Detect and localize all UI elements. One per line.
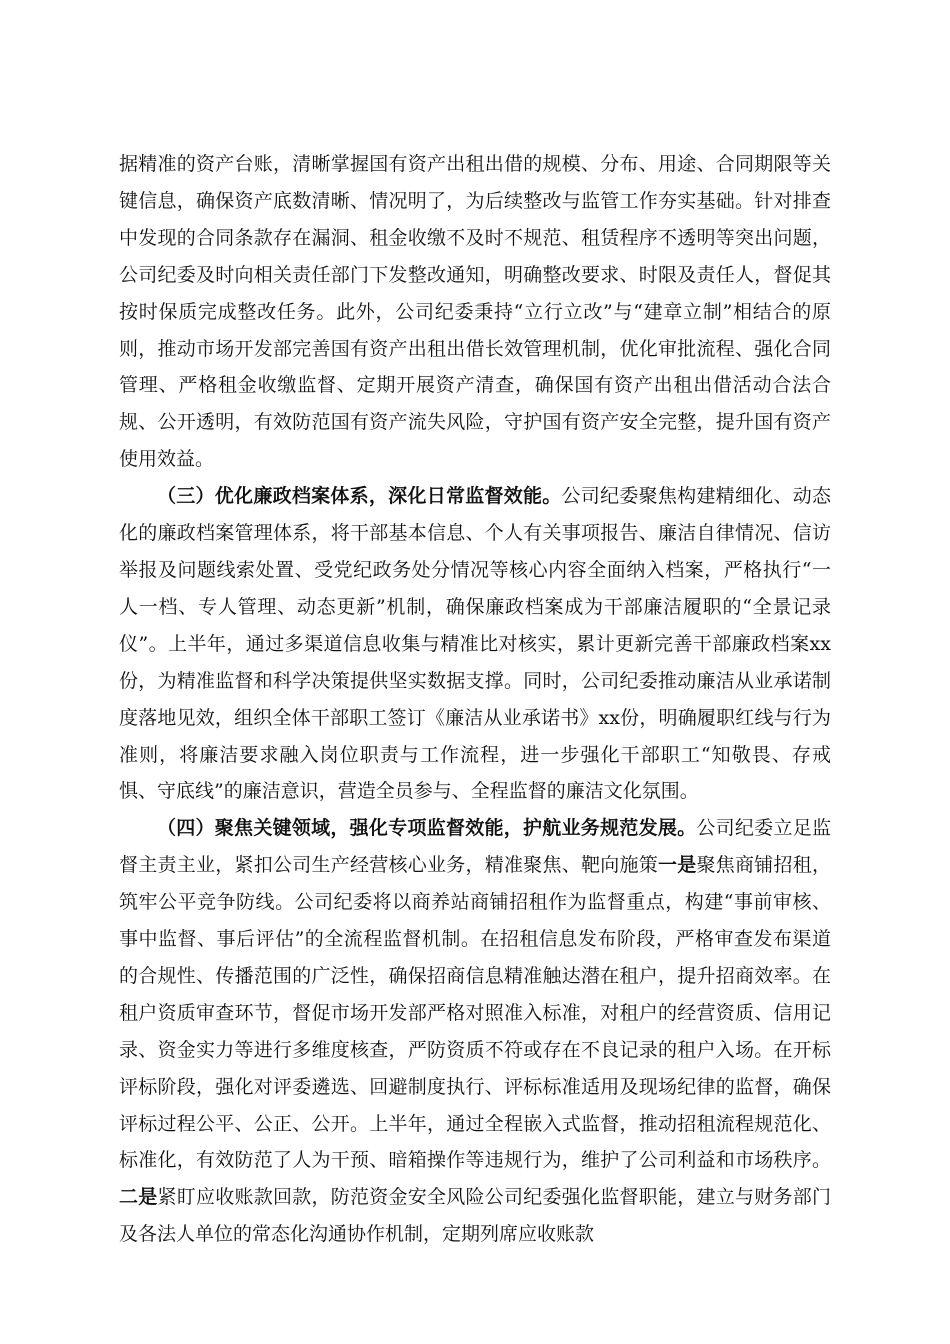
section-heading-3: （三）优化廉政档案体系，深化日常监督效能。: [157, 485, 562, 508]
section-heading-4: （四）聚焦关键领域，强化专项监督效能，护航业务规范发展。: [157, 817, 697, 840]
paragraph-text: 公司纪委聚焦构建精细化、动态化的廉政档案管理体系，将干部基本信息、个人有关事项报告、廉洁自律情况、信访举报及问题线索处置、受党纪政务处分情况等核心内容全面纳入档案，严格执行“一人一档、专人管理、动态更新”机制，确保廉政档案成为干部廉洁履职的“全景记录仪”。上半年，通过多渠道信息收集与精准比对核实，累计更新完善干部廉政档案xx份，为精准监督和科学决策提供坚实数据支撑。同时，公司纪委推动廉洁从业承诺制度落地见效，组织全体干部职工签订《廉洁从业承诺书》xx份，明确履职红线与行为准则，将廉洁要求融入岗位职责与工作流程，进一步强化干部职工“知敬畏、存戒惧、守底线”的廉洁意识，营造全员参与、全程监督的廉洁文化氛围。: [119, 485, 831, 803]
paragraph-text: 聚焦商铺招租，筑牢公平竞争防线。公司纪委将以商养站商铺招租作为监督重点，构建“事前审核、事中监督、事后评估”的全流程监督机制。在招租信息发布阶段，严格审查发布渠道的合规性、传播范围的广泛性，确保招商信息精准触达潜在租户，提升招商效率。在租户资质审查环节，督促市场开发部严格对照准入标准，对租户的经营资质、信用记录、资金实力等进行多维度核查，严防资质不符或存在不良记录的租户入场。在开标评标阶段，强化对评委遴选、回避制度执行、评标标准适用及现场纪律的监督，确保评标过程公平、公正、公开。上半年，通过全程嵌入式监督，推动招租流程规范化、标准化，有效防范了人为干预、暗箱操作等违规行为，维护了公司利益和市场秩序。: [119, 854, 831, 1172]
paragraph-text: 公司纪委立足监督主责主业，紧扣公司生产经营核心业务，精准聚焦、靶向施策: [119, 817, 831, 877]
paragraph-text: 紧盯应收账款回款，防范资金安全风险公司纪委强化监督职能，建立与财务部门及各法人单位的常态化沟通协作机制，定期列席应收账款: [119, 1186, 831, 1246]
point-marker-one: 一是: [657, 854, 697, 877]
paragraph-asset-rectification: [119, 146, 831, 478]
point-marker-two: 二是: [119, 1186, 158, 1209]
paragraph-key-areas-supervision: [119, 810, 831, 1253]
paragraph-text: 据精准的资产台账，清晰掌握国有资产出租出借的规模、分布、用途、合同期限等关键信息，确保资产底数清晰、情况明了，为后续整改与监管工作夯实基础。针对排查中发现的合同条款存在漏洞、租金收缴不及时不规范、租赁程序不透明等突出问题，公司纪委及时向相关责任部门下发整改通知，明确整改要求、时限及责任人，督促其按时保质完成整改任务。此外，公司纪委秉持“立行立改”与“建章立制”相结合的原则，推动市场开发部完善国有资产出租出借长效管理机制，优化审批流程、强化合同管理、严格租金收缴监督、定期开展资产清查，确保国有资产出租出借活动合法合规、公开透明，有效防范国有资产流失风险，守护国有资产安全完整，提升国有资产使用效益。: [119, 153, 831, 471]
document-body: [119, 146, 831, 1253]
paragraph-integrity-archives: [119, 478, 831, 810]
